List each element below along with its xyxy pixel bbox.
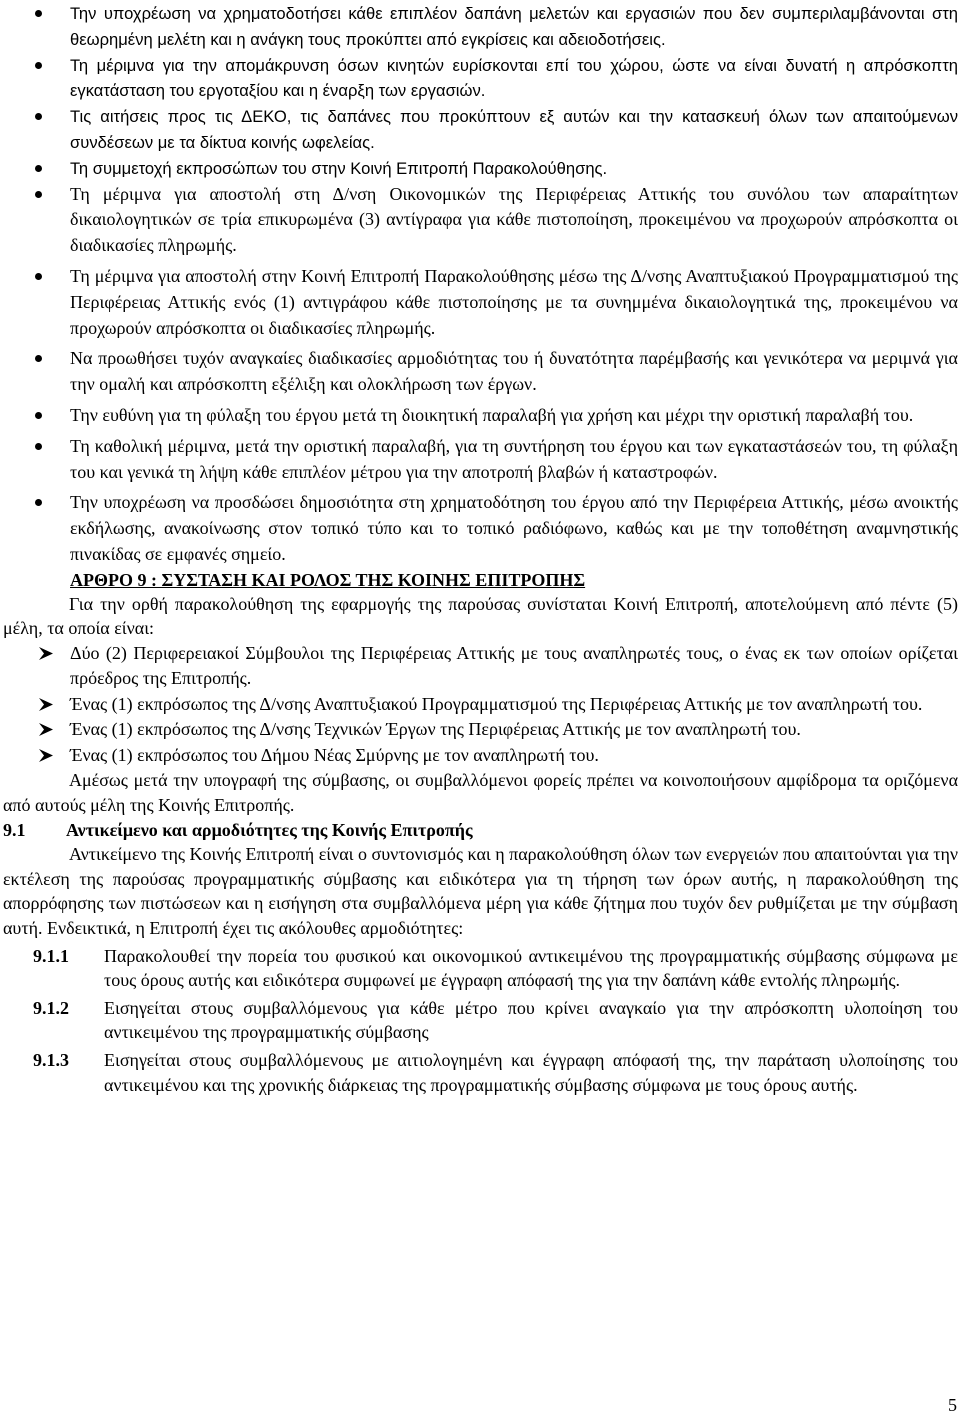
member-item bbox=[0, 692, 960, 718]
item-text: Εισηγείται στους συμβαλλόμενους με αιτιολογημένη και έγγραφη απόφασή της, την παράταση υλοποίησης του αντικειμένου και της χρονικής διάρκειας της προγραμματικής σύμβασης σύμφωνα με τους όρους αυτής. bbox=[104, 1049, 958, 1095]
arrow-bullet-icon bbox=[38, 722, 54, 737]
item-number: 9.1.2 bbox=[33, 997, 69, 1018]
article-9-intro: Για την ορθή παρακολούθηση της εφαρμογής της παρούσας συνίσταται Κοινή Επιτροπή, αποτελούμενη από πέντε (5) μέλη, τα οποία είναι: bbox=[3, 593, 958, 639]
bullet-item bbox=[0, 104, 960, 156]
member-item bbox=[0, 743, 960, 769]
bullet-item bbox=[0, 403, 960, 429]
numbered-item bbox=[0, 1048, 960, 1097]
bullet-icon bbox=[35, 113, 42, 120]
bullet-icon bbox=[35, 499, 42, 506]
committee-members-list bbox=[0, 641, 960, 769]
bullet-item bbox=[0, 53, 960, 105]
section-number: 9.1 bbox=[3, 819, 26, 840]
item-number: 9.1.1 bbox=[33, 945, 69, 966]
bullet-icon bbox=[35, 355, 42, 362]
bullet-icon bbox=[35, 273, 42, 280]
bullet-text: Τη μέριμνα για την απομάκρυνση όσων κινητών ευρίσκονται επί του χώρου, ώστε να είναι δυνατή η απρόσκοπτη εγκατάσταση του εργοταξίου και η έναρξη των εργασιών. bbox=[70, 55, 958, 101]
article-9-heading: ΑΡΘΡΟ 9 : ΣΥΣΤΑΣΗ ΚΑΙ ΡΟΛΟΣ ΤΗΣ ΚΟΙΝΗΣ ΕΠΙΤΡΟΠΗΣ bbox=[70, 569, 586, 590]
bullet-icon bbox=[35, 10, 42, 17]
bullet-text: Την υποχρέωση να χρηματοδοτήσει κάθε επιπλέον δαπάνη μελετών και εργασιών που δεν συμπεριλαμβάνονται στη θεωρημένη μελέτη και η ανάγκη τους προκύπτει από εγκρίσεις και αδειοδοτήσεις. bbox=[70, 4, 958, 49]
bullet-item bbox=[0, 434, 960, 486]
bullet-icon bbox=[35, 62, 42, 69]
bullet-icon bbox=[35, 412, 42, 419]
numbered-item bbox=[0, 996, 960, 1045]
member-text: Δύο (2) Περιφερειακοί Σύμβουλοι της Περιφέρειας Αττικής με τους αναπληρωτές τους, ο ένας εκ των οποίων ορίζεται πρόεδρος της Επιτροπής. bbox=[70, 642, 958, 689]
article-9-closing: Αμέσως μετά την υπογραφή της σύμβασης, οι συμβαλλόμενοι φορείς πρέπει να κοινοποιήσουν αμφίδρομα τα οριζόμενα από αυτούς μέλη της Κοινής Επιτροπής. bbox=[3, 770, 958, 816]
section-9-1-heading bbox=[0, 818, 960, 843]
item-text: Εισηγείται στους συμβαλλόμενους για κάθε μέτρο που κρίνει αναγκαίο για την απρόσκοπτη υλοποίηση του αντικειμένου της προγραμματικής σύμβασης bbox=[104, 997, 958, 1043]
member-item bbox=[0, 717, 960, 743]
member-text: Ένας (1) εκπρόσωπος της Δ/νσης Τεχνικών Έργων της Περιφέρειας Αττικής με τον αναπληρωτή του. bbox=[70, 719, 801, 740]
bullet-text: Τη μέριμνα για αποστολή στην Κοινή Επιτροπή Παρακολούθησης μέσω της Δ/νσης Αναπτυξιακού Προγραμματισμού της Περιφέρειας Αττικής ενός (1) αντιγράφου κάθε πιστοποίησης με τα συνημμένα δικαιολογητικά της, προκειμένου να προχωρούν απρόσκοπτα οι διαδικασίες πληρωμής. bbox=[70, 265, 958, 338]
bullet-item bbox=[0, 156, 960, 182]
member-item bbox=[0, 641, 960, 692]
bullet-text: Τη συμμετοχή εκπροσώπων του στην Κοινή Επιτροπή Παρακολούθησης. bbox=[70, 158, 608, 178]
bullet-icon bbox=[35, 191, 42, 198]
bullet-item bbox=[0, 490, 960, 567]
numbered-item bbox=[0, 944, 960, 993]
responsibilities-list bbox=[0, 944, 960, 1098]
page-number: 5 bbox=[948, 1395, 957, 1415]
bullet-item bbox=[0, 346, 960, 398]
bullet-text: Τη μέριμνα για αποστολή στη Δ/νση Οικονομικών της Περιφέρειας Αττικής του συνόλου των απαραίτητων δικαιολογητικών σε τρία επικυρωμένα (3) αντίγραφα για κάθε πιστοποίηση, προκειμένου να προχωρούν απρόσκοπτα οι διαδικασίες πληρωμής. bbox=[70, 183, 958, 256]
item-number: 9.1.3 bbox=[33, 1049, 69, 1070]
bullet-text: Την ευθύνη για τη φύλαξη του έργου μετά τη διοικητική παραλαβή για χρήση και μέχρι την οριστική παραλαβή του. bbox=[70, 404, 914, 425]
bullet-text: Την υποχρέωση να προσδώσει δημοσιότητα στη χρηματοδότηση του έργου από την Περιφέρεια Αττικής, μέσω ανοικτής εκδήλωσης, ανακοίνωσης στον τοπικό τύπο και το τοπικό ραδιόφωνο, καθώς και με την τοποθέτηση αναμνηστικής πινακίδας σε εμφανές σημείο. bbox=[70, 492, 958, 564]
bullet-text: Τη καθολική μέριμνα, μετά την οριστική παραλαβή, για τη συντήρηση του έργου και των εγκαταστάσεών του, τη φύλαξη του και γενικά τη λήψη κάθε επιπλέον μέτρου για την αποτροπή βλαβών ή καταστροφών. bbox=[70, 435, 958, 482]
arrow-bullet-icon bbox=[38, 697, 54, 712]
section-9-1-intro: Αντικείμενο της Κοινής Επιτροπή είναι ο συντονισμός και η παρακολούθηση όλων των ενεργειών που απαιτούνται για την εκτέλεση της παρούσας προγραμματικής σύμβασης και ειδικότερα για τη τήρηση των όρων αυτής, η παρακολούθηση της απορρόφησης των πιστώσεων και η εισήγηση στα συμβαλλόμενα μέρη για κάθε ζήτημα που τυχόν δεν ρυθμίζεται με την σύμβαση αυτή. Ενδεικτικά, η Επιτροπή έχει τις ακόλουθες αρμοδιότητες: bbox=[3, 844, 958, 938]
bullet-icon bbox=[35, 165, 42, 172]
bullet-item bbox=[0, 1, 960, 53]
arrow-bullet-icon bbox=[38, 646, 54, 661]
bullet-text: Τις αιτήσεις προς τις ΔΕΚΟ, τις δαπάνες που προκύπτουν εξ αυτών και την κατασκευή όλων των απαιτούμενων συνδέσεων με τα δίκτυα κοινής ωφελείας. bbox=[70, 107, 958, 152]
item-text: Παρακολουθεί την πορεία του φυσικού και οικονομικού αντικειμένου της προγραμματικής σύμβασης σύμφωνα με τους όρους αυτής και ειδικότερα συμφωνεί με έγγραφη απόφασή της για την δαπάνη κάθε εντολής πληρωμής. bbox=[104, 945, 958, 991]
obligations-bullet-list bbox=[0, 1, 960, 568]
bullet-icon bbox=[35, 443, 42, 450]
section-title: Αντικείμενο και αρμοδιότητες της Κοινής Επιτροπής bbox=[66, 819, 473, 840]
bullet-text: Να προωθήσει τυχόν αναγκαίες διαδικασίες αρμοδιότητας του ή δυνατότητα παρέμβασής και γενικότερα να μεριμνά για την ομαλή και απρόσκοπτη εξέλιξη και ολοκλήρωση των έργων. bbox=[70, 348, 958, 395]
bullet-item bbox=[0, 182, 960, 259]
bullet-item bbox=[0, 264, 960, 341]
member-text: Ένας (1) εκπρόσωπος της Δ/νσης Αναπτυξιακού Προγραμματισμού της Περιφέρειας Αττικής με τον αναπληρωτή του. bbox=[70, 693, 923, 714]
member-text: Ένας (1) εκπρόσωπος του Δήμου Νέας Σμύρνης με τον αναπληρωτή του. bbox=[70, 744, 599, 765]
arrow-bullet-icon bbox=[38, 748, 54, 763]
